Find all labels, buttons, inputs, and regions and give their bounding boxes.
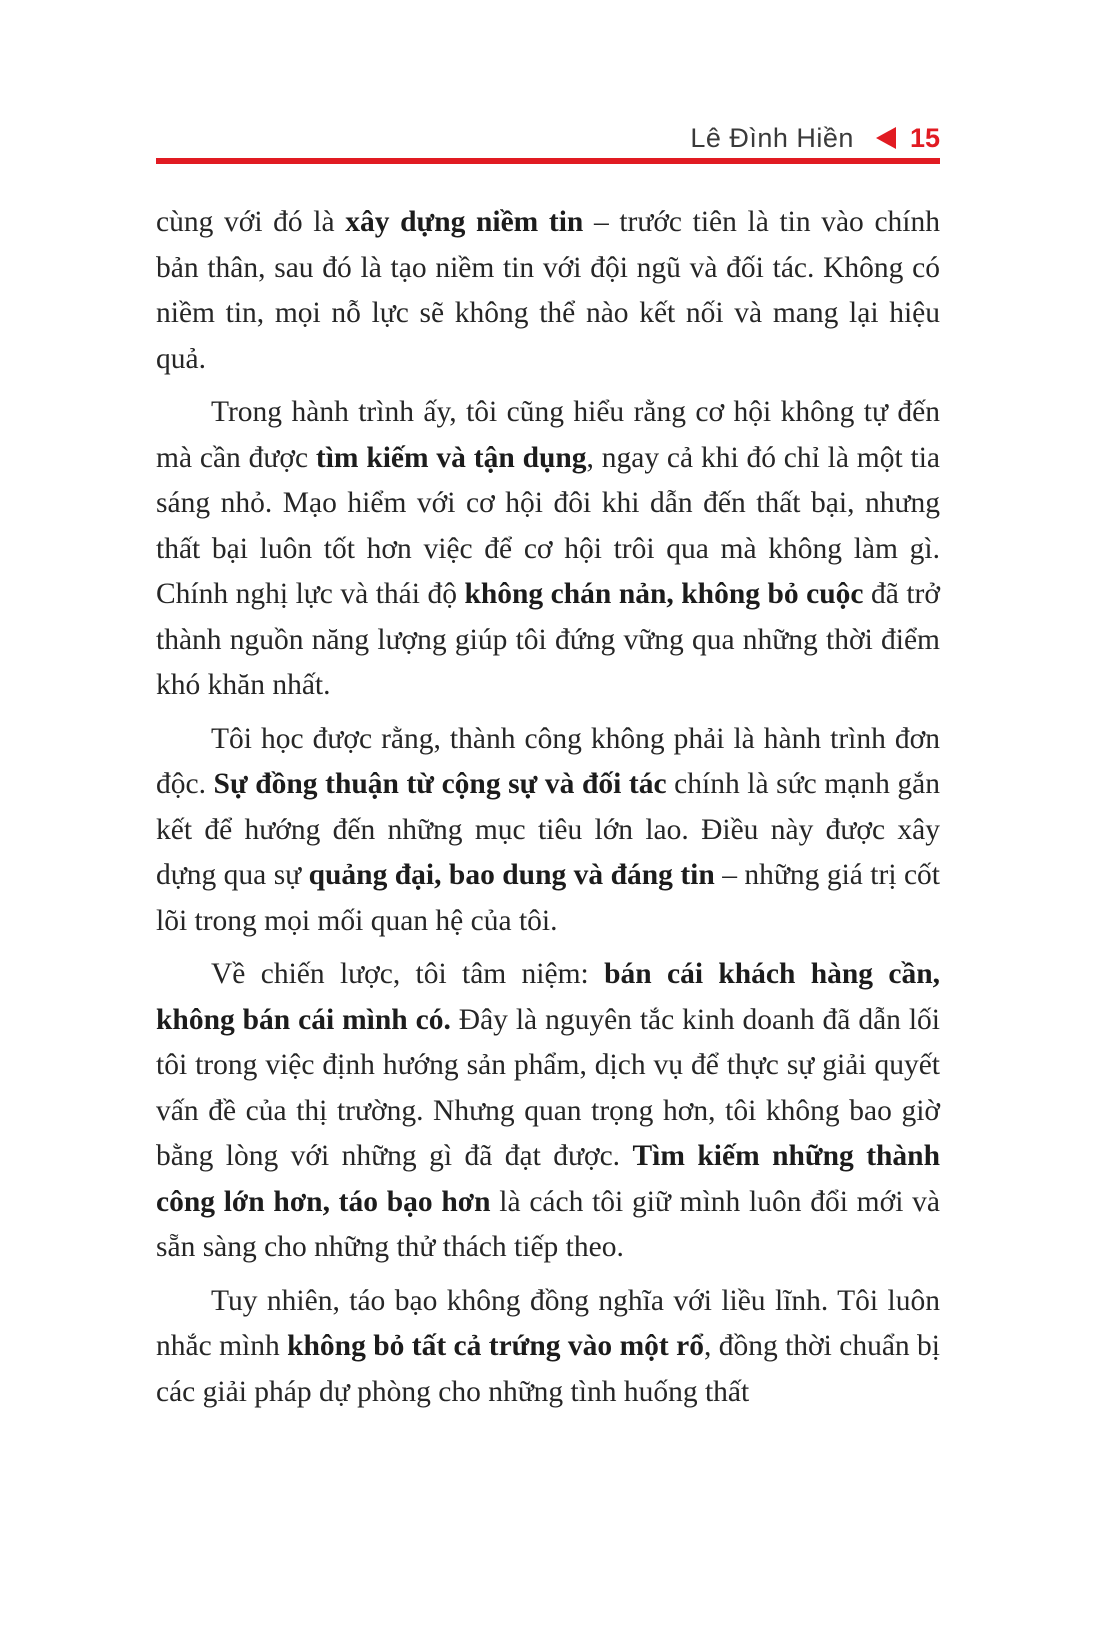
text-run: chính là sức mạnh gắn kết để hướng đến những mục tiêu lớn lao. Điều này được xây dựng qua sự: [156, 768, 940, 891]
text-run: – trước tiên là tin vào chính bản thân, sau đó là tạo niềm tin với đội ngũ và đối tác. Không có niềm tin, mọi nỗ lực sẽ không thể nào kết nối và mang lại hiệu quả.: [156, 206, 940, 375]
paragraph: [156, 717, 940, 945]
bold-phrase: không chán nản, không bỏ cuộc: [464, 578, 864, 610]
bold-phrase: Tìm kiếm những thành công lớn hơn, táo bạo hơn: [156, 1140, 940, 1218]
header-row: [690, 118, 940, 158]
paragraph: [156, 390, 940, 709]
bold-phrase: xây dựng niềm tin: [345, 206, 584, 238]
text-run: là cách tôi giữ mình luôn đổi mới và sẵn sàng cho những thử thách tiếp theo.: [156, 1185, 940, 1263]
text-run: , đồng thời chuẩn bị các giải pháp dự phòng cho những tình huống thất: [156, 1330, 940, 1408]
bold-phrase: không bỏ tất cả trứng vào một rổ: [287, 1330, 704, 1362]
text-run: Tuy nhiên, táo bạo không đồng nghĩa với liều lĩnh. Tôi luôn nhắc mình: [156, 1284, 940, 1362]
text-run: Về chiến lược, tôi tâm niệm:: [211, 958, 605, 990]
paragraph: [156, 952, 940, 1271]
left-triangle-icon: [876, 127, 896, 149]
text-run: Tôi học được rằng, thành công không phải là hành trình đơn độc.: [156, 722, 940, 800]
text-run: , ngay cả khi đó chỉ là một tia sáng nhỏ. Mạo hiểm với cơ hội đôi khi dẫn đến thất bại, nhưng thất bại luôn tốt hơn việc để cơ hội trôi qua mà không làm gì. Chính nghị lực và thái độ: [156, 441, 940, 610]
bold-phrase: tìm kiếm và tận dụng: [315, 441, 587, 474]
bold-phrase: bán cái khách hàng cần, không bán cái mình có.: [156, 958, 941, 1036]
text-run: Trong hành trình ấy, tôi cũng hiểu rằng cơ hội không tự đến mà cần được: [156, 396, 940, 474]
paragraph: [156, 200, 940, 382]
text-run: cùng với đó là: [156, 206, 346, 238]
bold-phrase: quảng đại, bao dung và đáng tin: [308, 859, 715, 891]
header-rule: [156, 158, 940, 164]
running-header: [156, 108, 940, 164]
text-run: – những giá trị cốt lõi trong mọi mối quan hệ của tôi.: [156, 859, 940, 937]
body-text: [156, 200, 940, 1423]
text-run: đã trở thành nguồn năng lượng giúp tôi đứng vững qua những thời điểm khó khăn nhất.: [156, 578, 940, 701]
author-name: Lê Đình Hiền: [690, 122, 854, 153]
page-number: 15: [909, 122, 940, 153]
text-run: Đây là nguyên tắc kinh doanh đã dẫn lối tôi trong việc định hướng sản phẩm, dịch vụ để thực sự giải quyết vấn đề của thị trường. Nhưng quan trọng hơn, tôi không bao giờ bằng lòng với những gì đã đạt được.: [156, 1003, 940, 1172]
bold-phrase: Sự đồng thuận từ cộng sự và đối tác: [213, 768, 667, 800]
paragraph: [156, 1279, 940, 1416]
